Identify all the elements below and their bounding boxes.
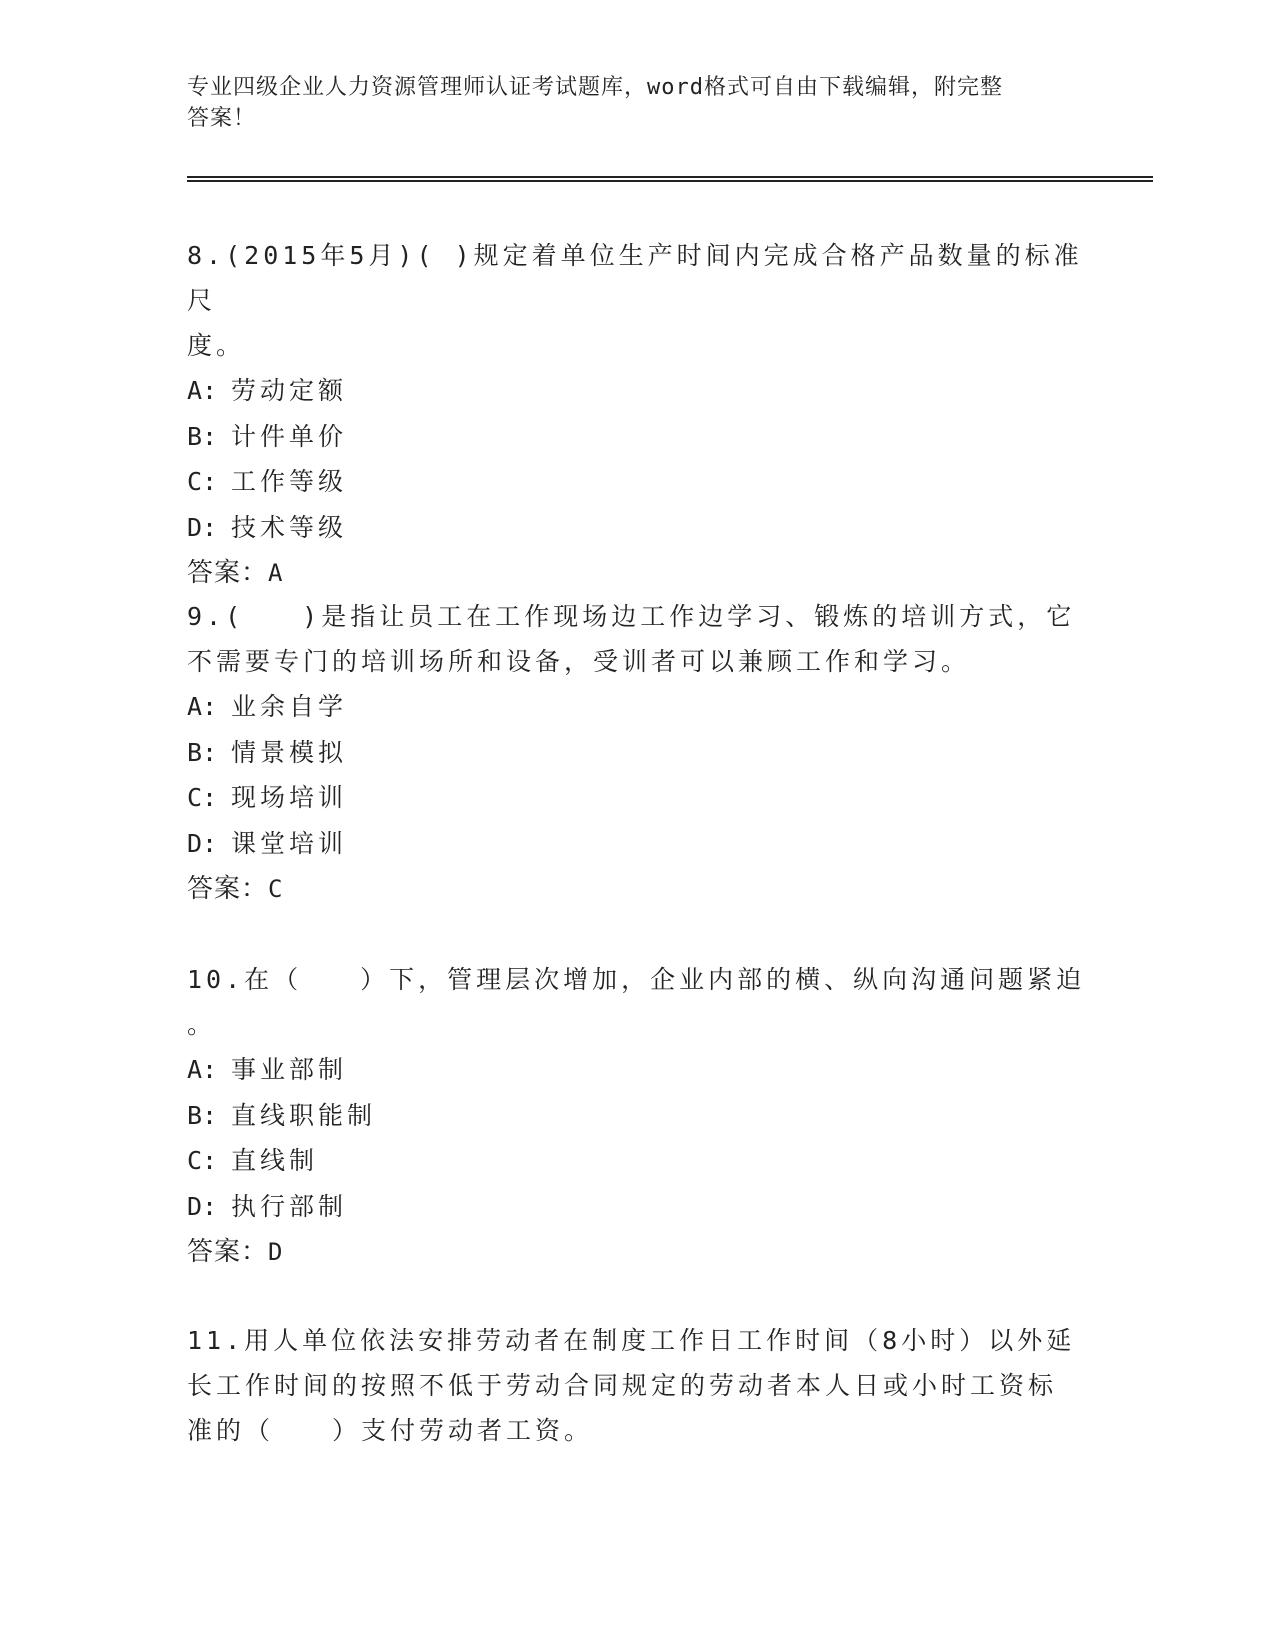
option-key: A:	[187, 376, 218, 405]
answer-label: 答案：	[187, 1237, 269, 1267]
option-d	[187, 821, 1087, 867]
option-a	[187, 684, 1087, 730]
option-c	[187, 1138, 1087, 1184]
option-list	[187, 368, 1087, 550]
answer-line	[187, 550, 1087, 596]
header-line-1: 专业四级企业人力资源管理师认证考试题库，word格式可自由下载编辑，附完整	[187, 75, 1003, 100]
answer-value: D	[268, 1238, 284, 1266]
question-10	[187, 957, 1087, 1275]
option-key: B:	[187, 737, 218, 767]
option-list	[187, 684, 1087, 866]
option-key: C:	[187, 783, 218, 812]
header-line-2: 答案！	[187, 106, 257, 131]
stem-line: 度。	[187, 331, 246, 360]
question-stem	[187, 233, 1087, 368]
header-double-rule	[187, 176, 1153, 182]
option-b	[187, 730, 1087, 776]
option-key: A:	[187, 692, 218, 721]
option-text: 情景模拟	[231, 737, 348, 767]
stem-line: 长工作时间的按照不低于劳动合同规定的劳动者本人日或小时工资标	[187, 1371, 1058, 1400]
option-c	[187, 459, 1087, 505]
option-key: A:	[187, 1055, 218, 1084]
stem-line: 不需要专门的培训场所和设备，受训者可以兼顾工作和学习。	[187, 647, 971, 676]
option-list	[187, 1047, 1087, 1229]
question-8	[187, 233, 1087, 596]
document-header	[187, 72, 1067, 134]
option-b	[187, 1093, 1087, 1139]
question-9	[187, 594, 1087, 912]
option-text: 现场培训	[231, 783, 348, 812]
question-stem	[187, 1318, 1087, 1453]
option-text: 事业部制	[231, 1055, 348, 1084]
option-text: 技术等级	[231, 512, 348, 542]
answer-label: 答案：	[187, 874, 269, 904]
option-text: 劳动定额	[231, 376, 348, 405]
option-key: D:	[187, 828, 218, 858]
option-text: 业余自学	[231, 692, 348, 721]
option-a	[187, 1047, 1087, 1093]
answer-value: C	[268, 875, 284, 903]
answer-line	[187, 866, 1087, 912]
answer-value: A	[268, 559, 284, 587]
option-text: 直线制	[231, 1146, 319, 1175]
option-b	[187, 414, 1087, 460]
option-a	[187, 368, 1087, 414]
stem-line: 准的（ ）支付劳动者工资。	[187, 1416, 594, 1445]
option-text: 执行部制	[231, 1191, 348, 1221]
option-text: 计件单价	[231, 421, 348, 451]
option-key: D:	[187, 1191, 218, 1221]
question-stem	[187, 957, 1087, 1047]
answer-label: 答案：	[187, 558, 269, 588]
option-c	[187, 775, 1087, 821]
option-text: 工作等级	[231, 467, 348, 496]
option-d	[187, 505, 1087, 551]
option-d	[187, 1184, 1087, 1230]
stem-line: 。	[187, 1010, 217, 1039]
stem-line: 10.在（ ）下，管理层次增加，企业内部的横、纵向沟通问题紧迫	[187, 965, 1086, 994]
option-key: C:	[187, 467, 218, 496]
option-key: B:	[187, 421, 218, 451]
answer-line	[187, 1229, 1087, 1275]
question-stem	[187, 594, 1087, 684]
option-text: 直线职能制	[231, 1100, 377, 1130]
stem-line: 8.(2015年5月)( )规定着单位生产时间内完成合格产品数量的标准尺	[187, 241, 1083, 315]
stem-line: 11.用人单位依法安排劳动者在制度工作日工作时间（8小时）以外延	[187, 1326, 1076, 1355]
option-key: C:	[187, 1146, 218, 1175]
stem-line: 9.( )是指让员工在工作现场边工作边学习、锻炼的培训方式，它	[187, 602, 1076, 631]
option-key: B:	[187, 1100, 218, 1130]
question-11	[187, 1318, 1087, 1453]
option-text: 课堂培训	[231, 828, 348, 858]
option-key: D:	[187, 512, 218, 542]
